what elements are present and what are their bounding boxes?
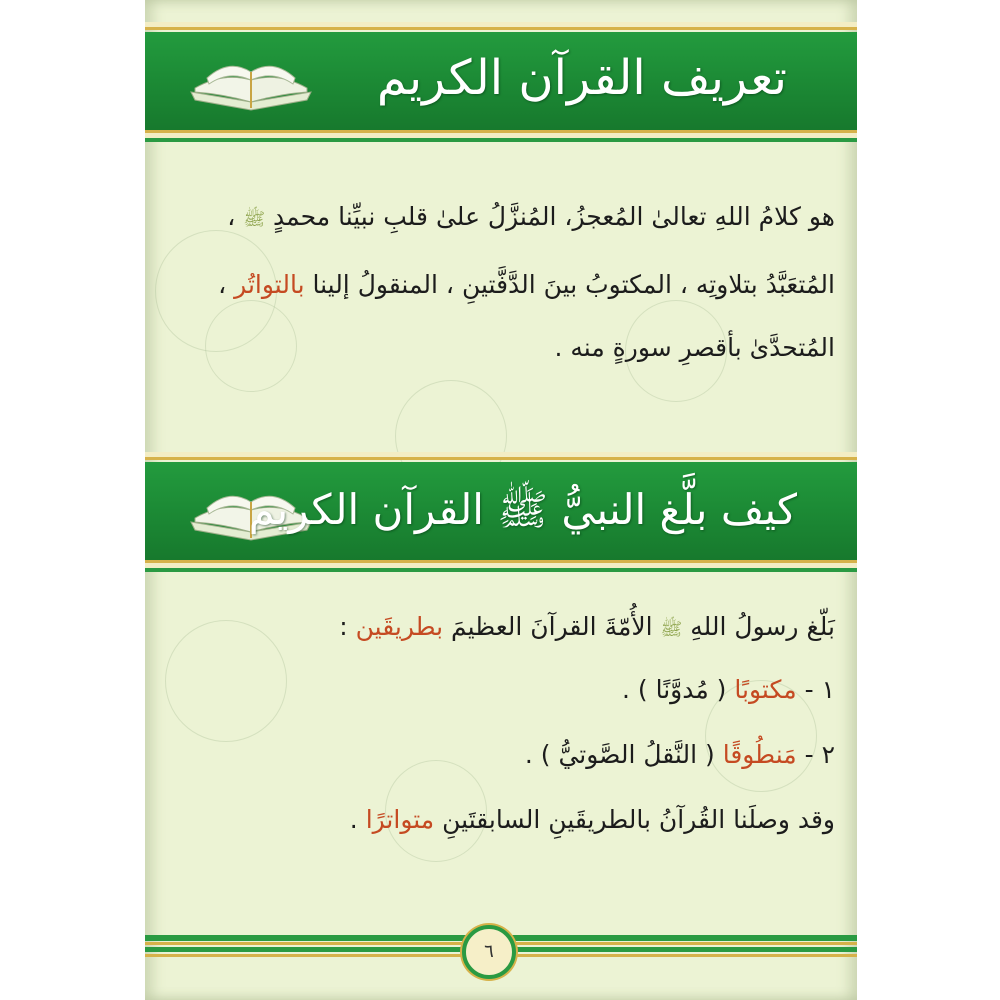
text-span: ( النَّقلُ الصَّوتيُّ ) . [524, 740, 715, 769]
highlighted-term: مكتوبًا [734, 675, 797, 704]
list-item-2 [167, 740, 835, 769]
page-number: ٦ [462, 925, 516, 979]
intro-line [167, 612, 835, 644]
book-page [145, 0, 857, 1000]
banner-rule [145, 568, 857, 572]
section-banner [145, 462, 857, 560]
text-span: ( مُدوَّنًا ) . [621, 675, 727, 704]
text-span: . [349, 805, 358, 834]
list-number: ٢ - [804, 740, 835, 769]
list-item-1 [167, 675, 835, 704]
text-span: وقد وصلَنا القُرآنُ بالطريقَينِ السابقتَينِ [442, 805, 835, 834]
definition-line-3: المُتحدَّىٰ بأقصرِ سورةٍ منه . [554, 333, 835, 362]
section-title: تعريف القرآن الكريم [376, 50, 787, 106]
peace-be-upon-him-seal: ﷺ [243, 209, 266, 230]
text-span: بَلّغ رسولُ اللهِ [690, 612, 835, 641]
section-banner [145, 32, 857, 130]
text-span: الأُمّةَ القرآنَ العظيمَ [451, 612, 653, 641]
banner-rule [145, 457, 857, 460]
definition-line-2 [167, 270, 835, 299]
text-span: ، [227, 202, 236, 231]
text-span: ، [218, 270, 227, 299]
text-span: المُتعَبَّدُ بتلاوتِه ، المكتوبُ بينَ الدَّفَّتينِ ، المنقولُ إلينا [312, 270, 835, 299]
list-number: ١ - [804, 675, 835, 704]
text-span: : [339, 612, 348, 641]
highlighted-term: مَنطُوقًا [722, 740, 797, 769]
text-span: هو كلامُ اللهِ تعالىٰ المُعجزُ، المُنزَّلُ علىٰ قلبِ نبيِّنا محمدٍ [273, 202, 835, 231]
highlighted-term: بطريقَين [355, 612, 444, 641]
open-book-icon [187, 48, 317, 114]
highlighted-term: بالتواتُر [234, 270, 305, 299]
closing-line [167, 805, 835, 834]
highlighted-term: متواترًا [365, 805, 435, 834]
banner-rule [145, 27, 857, 30]
peace-be-upon-him-seal: ﷺ [660, 619, 683, 640]
definition-line-1 [167, 202, 835, 234]
section-title: كيف بلَّغ النبيُّ ﷺ القرآن الكريم [248, 485, 797, 534]
banner-rule [145, 138, 857, 142]
